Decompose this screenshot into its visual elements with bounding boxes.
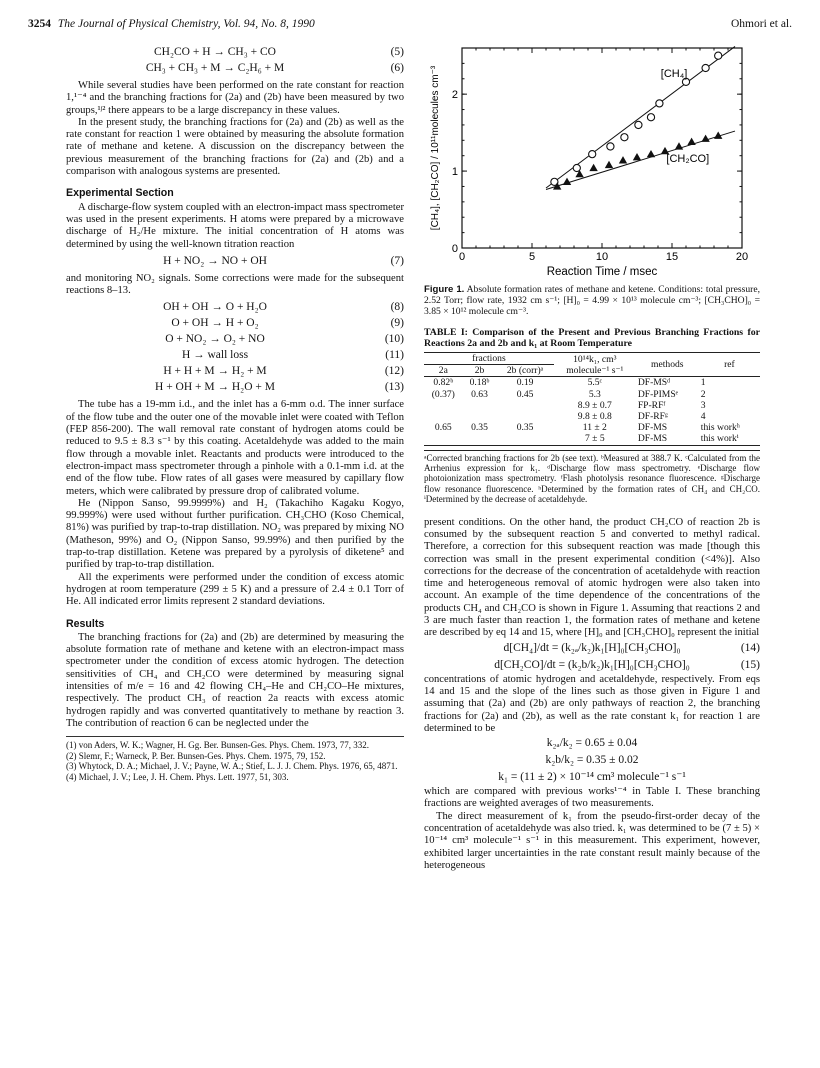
data-point — [635, 121, 642, 128]
equation-8: OH + OH → O + H₂O (8) — [163, 301, 404, 314]
table-cell: 5.3 — [588, 388, 601, 400]
x-tick-label: 15 — [665, 251, 679, 263]
table-row — [424, 433, 760, 445]
table-cell: 3 — [700, 399, 706, 411]
table-cell — [463, 411, 497, 422]
data-point — [605, 161, 613, 168]
table-cell — [463, 433, 497, 445]
table-row — [424, 377, 760, 389]
paragraph: The direct measurement of k₁ from the pseudo-first-order decay of the concentration of acetaldehyde was also tried. k₁ was determined to be (7 ± 5) × 10⁻¹⁴ cm³ molecule⁻¹ s⁻¹ in this measurement. This experiment, however, exhibited larger uncertainties in the rate constant result mainly because of the heterogeneous — [424, 810, 760, 871]
table-cell: 0.82ᵇ — [433, 377, 454, 389]
plot-frame — [462, 48, 742, 248]
table-cell: FP-RFᶠ — [637, 399, 666, 411]
table-cell: 11 ± 2 — [582, 422, 607, 434]
table-title: TABLE I: Comparison of the Present and Previous Branching Fractions for Reactions 2a and 2b and k₁ at Room Temperature — [424, 327, 760, 350]
x-tick-label: 0 — [458, 251, 466, 263]
table-cell: 8.9 ± 0.7 — [577, 399, 612, 411]
data-point — [647, 114, 654, 121]
table-1 — [424, 352, 760, 445]
column-header: 2a — [424, 365, 463, 377]
column-group-header: fractions — [472, 353, 506, 365]
table-cell: 9.8 ± 0.8 — [577, 411, 612, 423]
data-point — [687, 138, 695, 145]
table-cell: 4 — [700, 411, 706, 423]
table-cell: DF-MS — [637, 422, 668, 434]
result-k2b: k₂b/k₂ = 0.35 ± 0.02 — [545, 754, 639, 767]
equation-10: O + NO₂ → O₂ + NO (10) — [165, 333, 404, 346]
reference-item: (3) Whytock, D. A.; Michael, J. V.; Payne, W. A.; Stief, L. J. J. Chem. Phys. 1976, 65, 4871. — [66, 761, 398, 772]
data-point — [607, 143, 614, 150]
y-tick-label: 1 — [451, 166, 458, 179]
figure-1-chart — [424, 40, 760, 280]
table-cell: 2 — [700, 388, 706, 400]
table-row — [424, 389, 760, 400]
x-tick-label: 10 — [595, 251, 609, 263]
section-heading-experimental: Experimental Section — [66, 187, 174, 200]
equation-15: d[CH₂CO]/dt = (k₂b/k₂)k₁[H]₀[CH₃CHO]₀ (15) — [494, 658, 760, 671]
paragraph: and monitoring NO₂ signals. Some corrections were made for the subsequent reactions 8–13. — [66, 272, 404, 297]
table-footnotes: ᵃCorrected branching fractions for 2b (see text). ᵇMeasured at 388.7 K. ᶜCalculated from the Arrhenius expression for k₁. ᵈDischarge flow mass spectrometry. ᵉDischarge flow photoionization mass spectrometry. ᶠFlash photolysis resonance fluorescence. ᵍDischarge flow resonance fluorescence. ʰDetermined by the formation rates of CH₄ and CH₂CO. ⁱDetermined by the decrease of acetaldehyde. — [424, 450, 760, 505]
equation-block — [66, 299, 404, 395]
data-point — [656, 100, 663, 107]
table-cell — [424, 411, 463, 422]
figure-label: Figure 1. — [424, 284, 465, 295]
references — [66, 736, 404, 782]
equation-13: H + OH + M → H₂O + M (13) — [155, 381, 404, 394]
table-cell: 0.18ᵇ — [469, 377, 490, 389]
caption-text: Absolute formation rates of methane and ketene. Conditions: total pressure, 2.52 Torr; flow rate, 1932 cm s⁻¹; [H]₀ = 4.99 × 10¹³ molecule cm⁻³; [CH₃CHO]₀ = 3.85 × 10¹² molecule cm⁻³. — [424, 284, 761, 317]
paragraph: In the present study, the branching fractions for (2a) and (2b) as well as the rate constant for reaction 1 were obtained by measuring the absolute formation rate of methane and ketene. A discussion on the discrepancy between the previous measurement of the branching fractions for (2a) and (2b) and a comparison with analogous systems are presented. — [66, 116, 404, 178]
right-column — [424, 40, 760, 872]
data-point — [589, 151, 596, 158]
table-cell — [496, 433, 553, 445]
column-header: 2b — [463, 365, 497, 377]
paragraph: which are compared with previous works¹⁻⁴ in Table I. These branching fractions are weighted averages of two measurements. — [424, 786, 760, 810]
author-line: Ohmori et al. — [731, 18, 792, 30]
paragraph: The tube has a 19-mm i.d., and the inlet has a 6-mm o.d. The inner surface of the flow tube and the outer one of the movable inlet were coated with Teflon (FEP 856-200). The wall removal rate constant of hydrogen atoms could be reduced to 9.5 ± 8.3 s⁻¹ by this coating. Acetaldehyde was added to the main flow through a movable inlet. Reactants and products were introduced to the electron-impact mass spectrometer through a pinhole with a 0.1-mm i.d. at the end of the flow tube. Flow rates of all gases were measured by capillary flow meters, which were calibrated by pressure drop of calibrated volume. — [66, 399, 404, 497]
page-number: 3254 — [28, 18, 51, 30]
table-cell — [496, 400, 553, 411]
column-header: ref — [699, 353, 760, 377]
result-k2a: k₂ₐ/k₂ = 0.65 ± 0.04 — [546, 737, 638, 750]
x-tick-label: 5 — [528, 251, 536, 263]
data-point — [621, 134, 628, 141]
equation-5: CH₂CO + H → CH₃ + CO (5) — [154, 46, 404, 58]
table-cell: DF-MSᵈ — [637, 377, 671, 389]
equation-block — [66, 253, 404, 269]
table-cell — [463, 400, 497, 411]
table-cell: DF-PIMSᵉ — [637, 388, 679, 400]
running-header — [28, 18, 792, 34]
paragraph: concentrations of atomic hydrogen and acetaldehyde, respectively. From eqs 14 and 15 and the slope of the lines such as those given in Figure 1 and assuming that (2a) and (2b) are only pathways of reaction 2, the branching fractions for (2a) and (2b), as well as the rate constant k₁ for reaction 1 are determined to be — [424, 673, 760, 734]
data-point — [633, 153, 641, 160]
equation-14: d[CH₄]/dt = (k₂ₐ/k₂)k₁[H]₀[CH₃CHO]₀ (14) — [503, 641, 760, 654]
table-cell: 0.63 — [471, 388, 488, 400]
paragraph: present conditions. On the other hand, the product CH₂CO of reaction 2b is consumed by the subsequent reaction 5 and converted to methyl radical. Therefore, a correction for this subsequent reaction was made [though this correction was small in the present experimental condition (<4%)]. Also corrections for the decrease of the concentration of acetaldehyde with reaction time and heterogeneous removal of atomic hydrogen were also taken into account. An example of the time dependence of the concentrations of the products CH₄ and CH₂CO is shown in Figure 1. Assuming that reactions 2 and 3 are much faster than reaction 1, the formation rates of methane and ketene are described by eq 14 and 15, where [H]₀ and [CH₃CHO]₀ represent the initial — [424, 516, 760, 639]
table-row — [424, 411, 760, 422]
column-header: 2b (corr)ᵃ — [496, 365, 553, 377]
x-tick-label: 20 — [735, 251, 749, 263]
equation-6: CH₃ + CH₃ + M → C₂H₆ + M (6) — [145, 62, 404, 74]
equation-block — [66, 44, 404, 76]
figure-1 — [424, 40, 760, 280]
equation-9: O + OH → H + O₂ (9) — [171, 317, 404, 330]
y-tick-label: 0 — [451, 243, 458, 255]
data-point — [619, 156, 627, 163]
series-label-ch4: [CH₄] — [660, 68, 688, 81]
result-k1: k₁ = (11 ± 2) × 10⁻¹⁴ cm³ molecule⁻¹ s⁻¹ — [498, 771, 686, 784]
table-cell: 0.45 — [516, 388, 534, 400]
paragraph: He (Nippon Sanso, 99.9999%) and H₂ (Takachiho Kagaku Kogyo, 99.999%) were used without further purification. CH₃CHO (Koso Chemical, 81%) was purified by trap-to-trap distillation. NO₂ was prepared by mixing NO (Matheson, 99%) and O₂ (Nippon Sanso, 99.99%) and then purified by the trap-to-trap distillation. Ketene was prepared by a pyrolysis of diketene⁵ and purified by trap-to-trap distillation. — [66, 497, 404, 571]
table-cell: DF-RFᵍ — [637, 411, 668, 423]
table-cell: 0.65 — [434, 422, 452, 434]
equation-12: H + H + M → H₂ + M (12) — [163, 365, 404, 378]
y-axis-label: [CH₄], [CH₂CO] / 10¹¹molecules cm⁻³ — [430, 65, 441, 231]
table-cell: 7 ± 5 — [584, 433, 605, 445]
data-point — [647, 150, 655, 157]
table-cell: 0.19 — [516, 377, 534, 389]
journal-citation: The Journal of Physical Chemistry, Vol. 94, No. 8, 1990 — [57, 18, 315, 30]
table-cell: 5.5ᶜ — [587, 377, 603, 389]
data-point — [715, 52, 722, 59]
data-point — [675, 142, 683, 149]
table-cell: DF-MS — [637, 433, 668, 445]
reference-item: (4) Michael, J. V.; Lee, J. H. Chem. Phys. Lett. 1977, 51, 303. — [66, 771, 289, 782]
section-heading-results: Results — [66, 617, 105, 630]
paragraph: A discharge-flow system coupled with an electron-impact mass spectrometer was used in the present experiments. H atoms were prepared by a microwave discharge of H₂/He mixture. The initial concentration of H atoms was determined by using the well-known titration reaction — [66, 201, 404, 250]
figure-caption — [424, 284, 760, 317]
x-axis-label: Reaction Time / msec — [546, 266, 658, 278]
table-cell: this workⁱ — [700, 433, 739, 445]
paragraph: All the experiments were performed under the condition of excess atomic hydrogen at room temperature (299 ± 5 K) and a pressure of 2.4 ± 0.1 Torr of He. All indicated error limits represent 2 standard deviations. — [66, 571, 404, 608]
table-cell — [424, 433, 463, 445]
data-point — [702, 64, 709, 71]
table-row — [424, 400, 760, 411]
table-cell: this workʰ — [700, 422, 740, 434]
reference-item: (1) von Aders, W. K.; Wagner, H. Gg. Ber. Bunsen-Ges. Phys. Chem. 1973, 77, 332. — [66, 740, 369, 751]
table-cell: 0.35 — [516, 422, 534, 434]
table-cell: 0.35 — [471, 422, 488, 434]
table-cell: 1 — [700, 377, 706, 389]
column-header: 10¹⁴k₁, cm³ molecule⁻¹ s⁻¹ — [554, 353, 636, 377]
table-row — [424, 422, 760, 433]
paragraph: While several studies have been performed on the rate constant for reaction 1,¹⁻⁴ and the branching fractions for (2a) and (2b) have been measured by two groups,¹ʲ² there appears to be a large discrepancy in these values. — [66, 80, 404, 116]
column-header: methods — [636, 353, 699, 377]
paragraph: The branching fractions for (2a) and (2b) are determined by measuring the absolute formation rate of methane and ketene with an electron-impact mass spectrometer under the condition of excess atomic hydrogen. The detection sensitivities of CH₄ and CH₂CO were determined by measuring signal intensities of m/e = 16 and 42 flowing CH₄–He and CH₂CO–He mixtures, respectively. The product CH₃ of reaction 2a reacts with excess atomic hydrogen rapidly and was converted quantitatively to methane by reaction 3. The contribution of reaction 6 can be neglected under the — [66, 631, 404, 729]
table-cell — [496, 411, 553, 422]
equation-11: H → wall loss (11) — [181, 349, 404, 362]
left-column — [66, 42, 404, 783]
reference-item: (2) Slemr, F.; Warneck, P. Ber. Bunsen-Ges. Phys. Chem. 1975, 79, 152. — [66, 750, 326, 761]
equation-7: H + NO₂ → NO + OH (7) — [163, 254, 404, 267]
table-cell: (0.37) — [431, 388, 455, 400]
data-point — [701, 135, 709, 142]
data-point — [589, 164, 597, 171]
series-label-ch2co: [CH₂CO] — [666, 152, 710, 165]
y-tick-label: 2 — [451, 89, 458, 102]
data-point — [563, 178, 571, 185]
table-cell — [424, 400, 463, 411]
